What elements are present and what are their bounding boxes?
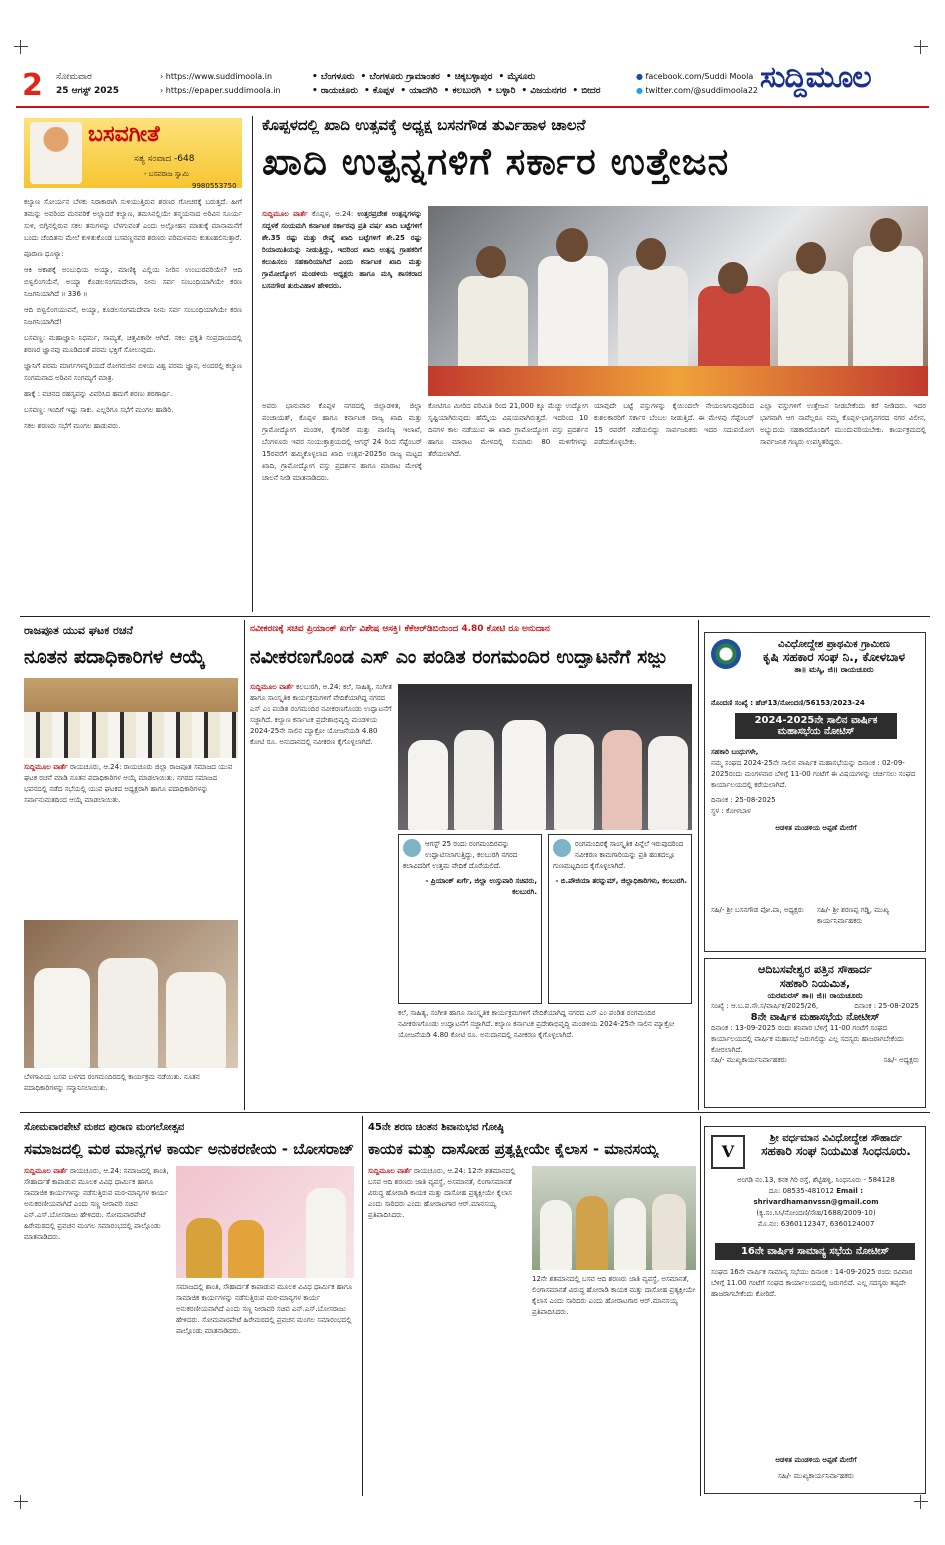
kayaka-photo	[532, 1166, 696, 1270]
ad3-title: ಶ್ರೀ ವರ್ಧಮಾನ ವಿವಿಧೋದ್ದೇಶ ಸೌಹಾರ್ದ ಸಹಕಾರಿ ಸಂಘ ನಿಯಮಿತ ಸಿಂಧನೂರು.	[761, 1133, 911, 1158]
theatre-kicker: ನವೀಕರಣಕ್ಕೆ ಸಚಿವ ಪ್ರಿಯಾಂಕ್ ಖರ್ಗೆ ವಿಶೇಷ ಆಸಕ್ತಿ। ಕೆಕೆಆರ್‌ಡಿಬಿಯಿಂದ 4.80 ಕೋಟಿ ರೂ ಅನುದಾನ	[250, 624, 550, 634]
ad2-title: ಆದಿಬಸವೇಶ್ವರ ಪತ್ತಿನ ಸೌಹಾರ್ದ ಸಹಕಾರಿ ನಿಯಮಿತ, ಯರಮರಸ್ ತಾ॥ ಜಿ॥ ರಾಯಚೂರು	[758, 963, 872, 1000]
ad1-sig-president: ಸಹಿ/- ಶ್ರೀ ಬಸನಗೌಡ ಪೋ.ಪಾ, ಅಧ್ಯಕ್ಷರು	[711, 906, 804, 914]
theatre-continued: ಕಲೆ, ಸಾಹಿತ್ಯ, ಸಂಗೀತ ಹಾಗೂ ಸಾಂಸ್ಕೃತಿಕ ಕಾರ್ಯಕ್ರಮಗಳಿಗೆ ವೇದಿಕೆಯಾಗಿದ್ದ ನಗರದ ಎಸ್ ಎಂ ಪಂಡಿತ ರಂಗಮಂದಿರ ನವೀಕರಣಗೊಂಡು ಉದ್ಘಾಟನೆಗೆ ಸಜ್ಜಾಗಿದೆ. ಕಲ್ಯಾಣ ಕರ್ನಾಟಕ ಪ್ರದೇಶಾಭಿವೃದ್ಧಿ ಮಂಡಳಿಯ 2024-25ನೇ ಸಾಲಿನ ಮ್ಯಾಕ್ರೋ ಯೋಜನೆಯಡಿ 4.80 ಕೋಟಿ ರೂ. ಅನುದಾನದಲ್ಲಿ ನವೀಕರಣ ಕೈಗೊಳ್ಳಲಾಗಿದೆ.	[398, 1009, 675, 1039]
column-banner	[24, 118, 242, 188]
crop-mark	[14, 40, 28, 54]
column-divider	[700, 1116, 701, 1496]
masthead-rule	[16, 106, 929, 108]
column-paragraph: ಪೂರಾಣ ಧೂಳ್ಯಾ:	[24, 250, 64, 258]
city-link[interactable]: • ಮೈಸೂರು	[498, 72, 536, 82]
rajput-kicker: ರಾಜಪೂತ ಯುವ ಘಟಕ ರಚನೆ	[24, 624, 133, 637]
column-paragraph: ಆಕಿ ಅಕಾಶಕ್ಕೆ ಅಂಬುಧಿಯ ಅಯ್ಯಾ, ಮಾಣಿಕ್ಯ ಎಲ್ಲಿಯ ನೀರಿನ ಉಂಬುರವರಿಯೇ? ಆದಿ ಬಿಳ್ವಲಿಂಗಯೆನೆ, ಅಯ್ಯಾ ಕೊಡಲಸಂಗಮದೇವಾ, ನೀನು ಸರ್ವ ಸಂಬಂಧಿಯಾಗಿಯೇ ಕರಣ ನಿಜಗನಿಯಾಗಿದೆ ॥ 336 ॥	[24, 266, 242, 298]
lead-kicker: ಕೊಪ್ಪಳದಲ್ಲಿ ಖಾದಿ ಉತ್ಸವಕ್ಕೆ ಅಧ್ಯಕ್ಷ ಬಸನಗೌಡ ತುರ್ವಿಹಾಳ ಚಾಲನೆ	[262, 116, 586, 134]
rajput-byline: ಸುದ್ದಿಮೂಲ ವಾರ್ತೆ	[24, 763, 68, 771]
lead-dateline: ಕೊಪ್ಪಳ, ಆ.24:	[311, 210, 354, 218]
rajput-headline: ನೂತನ ಪದಾಧಿಕಾರಿಗಳ ಆಯ್ಕೆ	[24, 646, 206, 668]
math-text	[24, 1166, 172, 1494]
ad3-sig: ಸಹಿ/- ಮುಖ್ಯಕಾರ್ಯನಿರ್ವಾಹಕರು	[778, 1472, 854, 1480]
lead-headline: ಖಾದಿ ಉತ್ಪನ್ನಗಳಿಗೆ ಸರ್ಕಾರ ಉತ್ತೇಜನ	[262, 140, 730, 183]
quote-icon	[553, 839, 571, 857]
society-logo-icon	[711, 639, 741, 669]
ad-kolabala-society	[704, 632, 926, 952]
ad1-title: ವಿವಿಧೋದ್ದೇಶ ಪ್ರಾಥಮಿಕ ಗ್ರಾಮೀಣ ಕೃಷಿ ಸಹಕಾರ ಸಂಘ ನಿ., ಕೋಳಬಾಳ ತಾ॥ ಮಸ್ಕಿ, ಜಿ॥ ರಾಯಚೂರು	[762, 639, 906, 674]
ad-vardhaman-society	[704, 1126, 926, 1494]
site-links	[160, 70, 281, 98]
math-dateline: ರಾಯಚೂರು, ಆ.24:	[70, 1167, 122, 1175]
city-link[interactable]: • ಚಿಕ್ಕಬಳ್ಳಾಪುರ	[445, 72, 493, 82]
column-paragraph: ಬಸವಣ್ಣ: ಮಹಾಜ್ಞಾನಿ ನಿಧರ್ಮ, ಸಾಮ್ಯತೆ, ಚಿತ್ತವಿಕಾರೀ ಆಗಿದೆ. ಸಕಲ ಪ್ರಕೃತಿ ಸಂಪ್ರದಾಯದಲ್ಲಿ ಶರಣರ ಜ್ಞಾನವು ಮೂಡಿದಂತೆ ಪರಮ ಭಕ್ತಿಗೆ ಸೋಲುವುದು.	[24, 334, 242, 354]
column-title: ಬಸವಗೀತೆ	[88, 122, 160, 147]
page-number: 2	[22, 68, 43, 103]
ad1-sig-ceo: ಸಹಿ/- ಶ್ರೀ ಶರಣಪ್ಪ ಗಡ್ಡಿ, ಮುಖ್ಯ ಕಾರ್ಯನಿರ್ವಾಹಕರು	[817, 906, 890, 925]
social-links	[636, 70, 758, 98]
kayaka-body: 12ನೇ ಶತಮಾನದಲ್ಲಿ ಬಸವ ಆದಿ ಶರಣರು ಜಾತಿ ವ್ಯವಸ್ಥೆ, ಅಸಮಾನತೆ, ಲಿಂಗಾಸಮಾನತೆ ವಿರುದ್ಧ ಹೋರಾಡಿ ಕಾಯಕ ಮತ್ತು ದಾಸೋಹ ಪ್ರತ್ಯಕ್ಷೀಯೇ ಕೈಲಾಸ ಎಂದು ಸಾರಿದರು ಎಂದು ಹೋರಾಟಗಾರ ಆರ್.ಮಾನಸಯ್ಯ ಪ್ರತಿಪಾದಿಸಿದರು.	[368, 1167, 516, 1219]
minister-quote-by: - ಪ್ರಿಯಾಂಕ್ ಖರ್ಗೆ, ಜಿಲ್ಲಾ ಉಸ್ತುವಾರಿ ಸಚಿವರು, ಕಲಬುರಗಿ.	[425, 877, 537, 896]
crop-mark	[914, 1495, 928, 1509]
lead-intro-text: ಉತ್ತರಪ್ರದೇಶ ಉತ್ಪನ್ನಗಳನ್ನು ಸದ್ಬಳಕೆ ಸಂಯಮಗಿ ಕರ್ನಾಟಕ ಸರ್ಕಾರವು ಪ್ರತಿ ವರ್ಷ ಖಾದಿ ಬಟ್ಟೆಗಳಿಗೆ ಶೇ.35 ರಷ್ಟು ಮತ್ತು ರೇಷ್ಮೆ ಖಾದಿ ಬಟ್ಟೆಗಳಿಗೆ ಶೇ.25 ರಷ್ಟು ರಿಯಾಯಿತಿಯನ್ನು ನೀಡುತ್ತಿದ್ದು, ಇದರಿಂದ ಖಾದಿ ಉತ್ಪನ್ನ ಗ್ರಾಹಕರಿಗೆ ಕಲುಹಿಸಲು ಸಹಕಾರಿಯಾಗಿದೆ ಎಂದು ಕರ್ನಾಟಕ ಖಾದಿ ಮತ್ತು ಗ್ರಾಮೋದ್ಯೋಗ ಮಂಡಳಿಯ ಅಧ್ಯಕ್ಷರು ಹಾಗೂ ಮಸ್ಕಿ ಶಾಸಕರಾದ ಬಸನಗೌಡ ತುರುವಿಹಾಳ ಹೇಳಿದರು.	[262, 210, 422, 290]
ad2-signatures: ಸಹಿ/- ಮುಖ್ಯಕಾರ್ಯನಿರ್ವಾಹಕರು ಸಹಿ/- ಅಧ್ಯಕ್ಷರು	[711, 1056, 919, 1064]
kayaka-dateline: ರಾಯಚೂರು, ಆ.24:	[414, 1167, 466, 1175]
basavageethe-column	[24, 118, 242, 608]
column-phone: 9980553750	[192, 182, 237, 190]
lead-col5: ಎಲ್ಲಾ ವಸ್ತುಗಳಿಗೆ ಉತ್ತೇಜನ ನೀಡಬೇಕೆಂದು ಕರೆ ನೀಡಿದರು. ಇದರ ಭಾಗವಾಗಿ ಆಗ ನಾವೆಲ್ಲರೂ ನಮ್ಮ ಕೊಪ್ಪಳ-ಭಾಗ್ಯನಗರದ ನಗರ ವಿಲೀನ, ಅಭ್ಯುದಯ ಸಹಕಾರದೊಂದಿಗೆ ಮುಂದುವರಿಯಬೇಕು. ಕಾರ್ಯಕ್ರಮದಲ್ಲಿ ಸಾರ್ವಜನಿಕ ಗಣ್ಯರು ಉಪಸ್ಥಿತರಿದ್ದರು.	[760, 402, 926, 446]
ad3-notice-title: 16ನೇ ವಾರ್ಷಿಕ ಸಾಮಾನ್ಯ ಸಭೆಯ ನೋಟೀಸ್	[715, 1243, 915, 1260]
ad2-body: ದಿನಾಂಕ : 13-09-2025 ರಂದು ಶನಿವಾರ ಬೆಳಿಗ್ಗೆ 11-00 ಗಂಟೆಗೆ ಸಂಘದ ಕಾರ್ಯಾಲಯದಲ್ಲಿ ವಾರ್ಷಿಕ ಮಹಾಸಭೆ ಜರುಗಲಿದ್ದು ಎಲ್ಲ ಸದಸ್ಯರು ಹಾಜರಾಗಬೇಕೆಂದು ಕೋರಲಾಗಿದೆ.	[711, 1024, 904, 1054]
theatre-text	[250, 682, 392, 1108]
facebook-icon: ●	[636, 72, 643, 81]
lead-col2: ಅವರು ಭಾನುವಾರ ಕೊಪ್ಪಳ ನಗರದಲ್ಲಿ ಜಿಲ್ಲಾಡಳಿತ, ಜಿಲ್ಲಾ ಪಂಚಾಯತ್, ಕೊಪ್ಪಳ ಹಾಗೂ ಕರ್ನಾಟಕ ರಾಜ್ಯ ಖಾದಿ ಮತ್ತು ಗ್ರಾಮೋದ್ಯೋಗ ಮಂಡಳಿ, ಕೈಗಾರಿಕೆ ಮತ್ತು ವಾಣಿಜ್ಯ ಇಲಾಖೆ, ಬೆಂಗಳೂರು ಇವರ ಸಂಯುಕ್ತಾಶ್ರಯದಲ್ಲಿ ಆಗಸ್ಟ್ 24 ರಿಂದ ಸೆಪ್ಟೆಂಬರ್ 15ರವರೆಗೆ ಹಮ್ಮಿಕೊಳ್ಳಲಾದ ಖಾದಿ ಉತ್ಸವ-2025ರ ರಾಜ್ಯ ಮಟ್ಟದ ಖಾದಿ, ಗ್ರಾಮೋದ್ಯೋಗ ವಸ್ತು ಪ್ರದರ್ಶನ ಹಾಗೂ ಮಾರಾಟ ಮೇಳಕ್ಕೆ ಚಾಲನೆ ನೀಡಿ ಮಾತನಾಡಿದರು.	[262, 402, 422, 482]
city-link[interactable]: • ಬೀದರ	[572, 86, 601, 96]
city-list	[312, 70, 607, 98]
ad-adibasaveshwara	[704, 958, 926, 1108]
theatre-photo	[398, 684, 692, 830]
math-kicker: ಸೋಮವಾರಪೇಟೆ ಮಠದ ಪುರಾಣ ಮಂಗಲೋತ್ಸವ	[24, 1122, 185, 1133]
ad3-body: ಸಂಘದ 16ನೇ ವಾರ್ಷಿಕ ಸಾಮಾನ್ಯ ಸಭೆಯು ದಿನಾಂಕ : 14-09-2025 ರಂದು ರವಿವಾರ ಬೆಳಿಗ್ಗೆ 11.00 ಗಂಟೆಗೆ ಸಂಘದ ಕಾರ್ಯಾಲಯದಲ್ಲಿ ಜರುಗಲಿದೆ. ಎಲ್ಲ ಸದಸ್ಯರು ತಪ್ಪದೇ ಹಾಜರಾಗಬೇಕೆಂದು ಕೋರಿದೆ.	[711, 1268, 913, 1298]
ad1-body: ಸಹಕಾರಿ ಬಂಧುಗಳೇ, ನಮ್ಮ ಸಂಘದ 2024-25ನೇ ಸಾಲಿನ ವಾರ್ಷಿಕ ಮಹಾಸಭೆಯನ್ನು ದಿನಾಂಕ : 02-09-2025ರಂದು ಮಂಗಳವಾರ ಬೆಳಿಗ್ಗೆ 11-00 ಗಂಟೆಗೆ ಈ ವಿಷಯಗಳನ್ನು ಚರ್ಚಿಸಲು ಸಂಘದ ಕಾರ್ಯಾಲಯದಲ್ಲಿ ಕರೆಯಲಾಗಿದೆ. ದಿನಾಂಕ : 25-08-2025 ಸ್ಥಳ : ಕೋಳಬಾಳ ಆಡಳಿತ ಮಂಡಳಿಯ ಅಪ್ಪಣೆ ಮೇರೆಗೆ	[711, 748, 916, 832]
math-body: ಸಮಾಜದಲ್ಲಿ ಶಾಂತಿ, ಸೌಹಾರ್ದತೆ ಕಾಪಾಡುವ ಮೂಲಕ ವಿವಿಧ ಧಾರ್ಮಿಕ ಹಾಗೂ ಸಾಮಾಜಿಕ ಕಾರ್ಯಗಳನ್ನು ನಡೆಸುತ್ತಿರುವ ಮಠ-ಮಾನ್ಯಗಳ ಕಾರ್ಯ ಅನುಕರಣೀಯವಾಗಿದೆ ಎಂದು ಸಣ್ಣ ನೀರಾವರಿ ಸಚಿವ ಎನ್.ಎಸ್.ಬೋಸರಾಜು ಹೇಳಿದರು. ಸೋಮವಾರಪೇಟೆ ಹಿರೇಮಠದಲ್ಲಿ ಪ್ರವಚನ ಮಂಗಲ ಸಮಾರಂಭದಲ್ಲಿ ಪಾಲ್ಗೊಂಡು ಮಾತನಾಡಿದರು.	[24, 1167, 169, 1241]
column-divider	[252, 116, 253, 612]
city-link[interactable]: • ಕೊಪ್ಪಳ	[363, 86, 395, 96]
collector-quote	[548, 834, 692, 1004]
minister-quote-text: ಆಗಸ್ಟ್ 25 ರಂದು ರಂಗಮಂದಿರವನ್ನು ಉದ್ಘಾಟಿಸಲಾಗುತ್ತಿದ್ದು, ಕಲಬುರಗಿ ನಗರದ ಕಲಾವಿದರಿಗೆ ಉತ್ತಮ ವೇದಿಕೆ ದೊರೆಯಲಿದೆ.	[403, 840, 518, 870]
kayaka-byline: ಸುದ್ದಿಮೂಲ ವಾರ್ತೆ	[368, 1167, 412, 1175]
math-photo	[176, 1166, 354, 1278]
lead-photo	[428, 206, 928, 396]
lead-col3: ಕೋಟಿಗೂ ಮೀರಿದ ಪರಿಮಿತಿ ರಿಂದ 21,000 ಕ್ಕೂ ಮೆಚ್ಚು ಉದ್ಯೋಗ ಸೃಷ್ಟಿಯಾಗಿರುವುದು ಹೆಮ್ಮೆಯ ವಿಷಯವಾಗಿರುತ್ತದೆ. ಇದರಿಂದ 10 ದಿನಗಳ ಕಾಲ ನಡೆಯುವ ಈ ಖಾದಿ ಗ್ರಾಮೋದ್ಯೋಗ ವಸ್ತು ಪ್ರದರ್ಶನ ಹಾಗೂ ಮಾರಾಟ ಮೇಳದಲ್ಲಿ ಸುಮಾರು 80 ಮಳಿಗೆಗಳನ್ನು ತೆರೆಯಲಾಗಿದೆ.	[428, 402, 588, 458]
theatre-headline: ನವೀಕರಣಗೊಂಡ ಎಸ್ ಎಂ ಪಂಡಿತ ರಂಗಮಂದಿರ ಉದ್ಘಾಟನೆಗೆ ಸಜ್ಜು	[250, 646, 668, 668]
city-link[interactable]: • ಕಲಬುರಗಿ	[443, 86, 481, 96]
ad1-reg: ನೊಂದಣಿ ಸಂಖ್ಯೆ : ಹೆಚ್‌13/ನೋಂದಣಿ/56153/2023-24	[711, 699, 865, 707]
epaper-link[interactable]: https://epaper.suddimoola.in	[165, 86, 281, 95]
site-link[interactable]: https://www.suddimoola.in	[165, 72, 273, 81]
globe-icon: ›	[160, 86, 164, 95]
ad3-order: ಆಡಳಿತ ಮಂಡಳಿಯ ಅಪ್ಪಣೆ ಮೇರೆಗೆ	[775, 1456, 857, 1464]
column-divider	[698, 620, 699, 1110]
date-label: 25 ಆಗಸ್ಟ್ 2025	[56, 86, 119, 96]
saint-figure-icon	[30, 122, 82, 184]
quote-icon	[403, 839, 421, 857]
twitter-icon: ●	[636, 86, 643, 95]
kayaka-headline: ಕಾಯಕ ಮತ್ತು ದಾಸೋಹ ಪ್ರತ್ಯಕ್ಷೀಯೇ ಕೈಲಾಸ - ಮಾನಸಯ್ಯ	[368, 1140, 659, 1158]
city-link[interactable]: • ಬೆಂಗಳೂರು ಗ್ರಾಮಾಂತರ	[360, 72, 440, 82]
column-paragraph: ಸಕಲ ಶರಣರು ಸಭೆಗೆ ಮಂಗಲ ಹಾಡುವರು.	[24, 422, 121, 430]
city-link[interactable]: • ಬೆಂಗಳೂರು	[312, 72, 355, 82]
rajput-group-photo	[24, 678, 238, 758]
ad1-notice-title: 2024-2025ನೇ ಸಾಲಿನ ವಾರ್ಷಿಕ ಮಹಾಸಭೆಯ ನೋಟಿಸ್	[735, 713, 897, 739]
rajput-text	[24, 762, 238, 916]
math-byline: ಸುದ್ದಿಮೂಲ ವಾರ್ತೆ	[24, 1167, 68, 1175]
minister-quote	[398, 834, 542, 1004]
rajput-dateline: ರಾಯಚೂರು, ಆ.24:	[70, 763, 122, 771]
section-divider	[20, 616, 930, 617]
column-paragraph: ಕಲ್ಯಾಣ ಸೋರ್ಯನ ಬೆಳಕು ನಿರಾಕಾರಾಗಿ ಸುಳಿಯುತ್ತಿರುವ ಶರಣರ ಗೋಚರಕ್ಕೆ ಬರುತ್ತದೆ. ಹೀಗೆ ತಮನ್ನು ಅವರಿಂದ ಮನವರಿಕೆ ಅಲ್ಲಾದರೆ ಕಲ್ಯಾಣ, ತಮಸಿನಲ್ಲಿಯೇ ತನ್ಮಯನಾದ ಅರಿವಿನ ಸೂರ್ಯ ಸುಳಿ, ಬಿಗ್ಗಿನಲ್ಲಿರುವ ಸಕಲ ತನುಗಳನ್ನು ಬೆಳಗುವಂತೆ ಎಂದು ಅಲ್ಲೋಹನ ಮಾತುಕ್ಕೆ ಮಾನಾಮನೆಗೆ ಬಂದು ಚೆಂದಿತನು ಮೇಲೆ ಕುಳಿತುಕೊಂಡ ಬಸವಣ್ಣನವರ ಶರಣರು ಪರಿಮಳವನು ಕುತೂಹಲಿಸುತ್ತಾರೆ.	[24, 198, 242, 242]
twitter-link[interactable]: twitter.com/@suddimoola22	[645, 86, 759, 95]
kayaka-continued: 12ನೇ ಶತಮಾನದಲ್ಲಿ ಬಸವ ಆದಿ ಶರಣರು ಜಾತಿ ವ್ಯವಸ್ಥೆ, ಅಸಮಾನತೆ, ಲಿಂಗಾಸಮಾನತೆ ವಿರುದ್ಧ ಹೋರಾಡಿ ಕಾಯಕ ಮತ್ತು ದಾಸೋಹ ಪ್ರತ್ಯಕ್ಷೀಯೇ ಕೈಲಾಸ ಎಂದು ಸಾರಿದರು ಎಂದು ಹೋರಾಟಗಾರ ಆರ್.ಮಾನಸಯ್ಯ ಪ್ರತಿಪಾದಿಸಿದರು.	[532, 1275, 696, 1316]
rajput-caption: ಬೆಳಗಾವಿಯ ಬಸವ ಬಳಗದ ರಂಗಮಂದಿರದಲ್ಲಿ ಕಾರ್ಯಕ್ರಮ ನಡೆಯಿತು. ನೂತನ ಪದಾಧಿಕಾರಿಗಳನ್ನು ಸನ್ಮಾನಿಸಲಾಯಿತು.	[24, 1073, 200, 1092]
column-divider	[244, 620, 245, 1110]
kayaka-kicker: 45ನೇ ಶರಣ ಚಿಂತನ ಶಿವಾನುಭವ ಗೋಷ್ಠಿ	[368, 1122, 504, 1133]
facebook-link[interactable]: facebook.com/Suddi Moola	[645, 72, 754, 81]
column-divider	[362, 1116, 363, 1496]
rajput-event-photo	[24, 920, 238, 1068]
date-block	[56, 70, 119, 98]
lead-intro	[262, 208, 422, 398]
column-paragraph: ಹಾಕ್ಕೆ : ವಚನದ ರಹಸ್ಯವನ್ನು ವಿವರಿಸಿದ ಹಮಗೆ ಶರಣು ಶರಣಾರ್ಥಿ.	[24, 390, 173, 398]
city-link[interactable]: • ಬಳ್ಳಾರಿ	[487, 86, 516, 96]
crop-mark	[14, 1495, 28, 1509]
column-subtitle: ಸತ್ಯ ಸಂವಾದ -648	[134, 154, 195, 164]
crop-mark	[914, 40, 928, 54]
city-link[interactable]: • ವಿಜಯನಗರ	[521, 86, 567, 96]
section-divider	[20, 1112, 930, 1113]
ad2-notice-title: 8ನೇ ವಾರ್ಷಿಕ ಮಹಾಸಭೆಯ ನೋಟೀಸ್	[750, 1012, 880, 1023]
math-headline: ಸಮಾಜದಲ್ಲಿ ಮಠ ಮಾನ್ಯಗಳ ಕಾರ್ಯ ಅನುಕರಣೀಯ - ಬೋಸರಾಜ್	[24, 1140, 354, 1158]
theatre-body: ಕಲೆ, ಸಾಹಿತ್ಯ, ಸಂಗೀತ ಹಾಗೂ ಸಾಂಸ್ಕೃತಿಕ ಕಾರ್ಯಕ್ರಮಗಳಿಗೆ ವೇದಿಕೆಯಾಗಿದ್ದ ನಗರದ ಎಸ್ ಎಂ ಪಂಡಿತ ರಂಗಮಂದಿರ ನವೀಕರಣಗೊಂಡು ಉದ್ಘಾಟನೆಗೆ ಸಜ್ಜಾಗಿದೆ. ಕಲ್ಯಾಣ ಕರ್ನಾಟಕ ಪ್ರದೇಶಾಭಿವೃದ್ಧಿ ಮಂಡಳಿಯ 2024-25ನೇ ಸಾಲಿನ ಮ್ಯಾಕ್ರೋ ಯೋಜನೆಯಡಿ 4.80 ಕೋಟಿ ರೂ. ಅನುದಾನದಲ್ಲಿ ನವೀಕರಣ ಕೈಗೊಳ್ಳಲಾಗಿದೆ.	[250, 683, 392, 746]
rajput-body: ರಾಯಚೂರು ಜಿಲ್ಲಾ ರಾಜಪೂತ ಸಮಾಜದ ಯುವ ಘಟಕ ರಚನೆ ಮಾಡಿ ನೂತನ ಪದಾಧಿಕಾರಿಗಳ ಆಯ್ಕೆ ಮಾಡಲಾಯಿತು. ನಗರದ ಸಮಾಜದ ಭವನದಲ್ಲಿ ನಡೆದ ಸಭೆಯಲ್ಲಿ ಯುವ ಘಟಕದ ಅಧ್ಯಕ್ಷರಾಗಿ ಹಾಗೂ ಪದಾಧಿಕಾರಿಗಳನ್ನು ಸರ್ವಾನುಮತದಿಂದ ಆಯ್ಕೆ ಮಾಡಲಾಯಿತು.	[24, 763, 233, 804]
math-continued: ಸಮಾಜದಲ್ಲಿ ಶಾಂತಿ, ಸೌಹಾರ್ದತೆ ಕಾಪಾಡುವ ಮೂಲಕ ವಿವಿಧ ಧಾರ್ಮಿಕ ಹಾಗೂ ಸಾಮಾಜಿಕ ಕಾರ್ಯಗಳನ್ನು ನಡೆಸುತ್ತಿರುವ ಮಠ-ಮಾನ್ಯಗಳ ಕಾರ್ಯ ಅನುಕರಣೀಯವಾಗಿದೆ ಎಂದು ಸಣ್ಣ ನೀರಾವರಿ ಸಚಿವ ಎನ್.ಎಸ್.ಬೋಸರಾಜು ಹೇಳಿದರು. ಸೋಮವಾರಪೇಟೆ ಹಿರೇಮಠದಲ್ಲಿ ಪ್ರವಚನ ಮಂಗಲ ಸಮಾರಂಭದಲ್ಲಿ ಪಾಲ್ಗೊಂಡು ಮಾತನಾಡಿದರು.	[176, 1283, 353, 1335]
column-paragraph: ಆದಿ ಬಿಳ್ವಲಿಂಗಯುವನೆ, ಅಯ್ಯಾ, ಕೂಡಲಸಂಗಮದೇವಾ ನೀನು ಸರ್ವ ಸಂಬಂಧಿಯಾಗಿಯೇ ಕರಣ ನಿಜಗನಿಯಾಗಿದೆ!	[24, 306, 242, 326]
column-paragraph: ಬಸವಣ್ಣ: ಇಂದಿಗೆ ಇಷ್ಟು ಸಾಕು. ಎಲ್ಲರಿಗೂ ಸಭೆಗೆ ಮಂಗಲ ಹಾಡಿರಿ.	[24, 406, 174, 414]
lead-byline: ಸುದ್ದಿಮೂಲ ವಾರ್ತೆ	[262, 210, 308, 218]
globe-icon: ›	[160, 72, 164, 81]
newspaper-logo: ಸುದ್ದಿಮೂಲ	[760, 60, 922, 104]
theatre-byline: ಸುದ್ದಿಮೂಲ ವಾರ್ತೆ	[250, 683, 294, 691]
column-author: - ಬಸವರಾಜ ಸ್ವಾಮಿ	[144, 170, 189, 178]
society-logo-icon: V	[711, 1135, 745, 1169]
collector-quote-by: - ಬಿ.ಪೌಜಿಯಾ ತರನ್ನುಮ್, ಜಿಲ್ಲಾಧಿಕಾರಿಗಳು, ಕಲಬುರಗಿ.	[555, 877, 687, 885]
kayaka-text	[368, 1166, 528, 1494]
day-label: ಸೋಮವಾರ	[56, 72, 92, 82]
collector-quote-text: ರಂಗಮಂದಿರಕ್ಕೆ ಸಾಂಸ್ಕೃತಿಕ ಪಿನ್ನೆಲೆ ಇರುವುದರಿಂದ ನವೀಕರಣ ಕಾಮಗಾರಿಯನ್ನು ಪ್ರತಿ ಹಂತದಲ್ಲೂ ಗುಣಮಟ್ಟದಿಂದ ಕೈಗೊಳ್ಳಲಾಗಿದೆ.	[553, 840, 684, 870]
city-link[interactable]: • ಯಾದಗಿರಿ	[400, 86, 438, 96]
ad3-contact: ಅಂಗಡಿ ನಂ.13, ಕನಕ ಗಿರಿ ರಸ್ತೆ, ಶೆಟ್ಟಿಹಳ್ಳಿ, ಸಿಂಧನೂರು - 584128 ದೂ: 08535-481012 Email : shrivardhamanvssn@gmail.com (ಕ್ಯ.ಸಂ.ಸಿಸಿ/ನೋಂದಣಿ/ಸೌಹ/1688/2009-10) ಮೊ.ನಂ: 6360112347, 6360124007	[737, 1176, 895, 1228]
lead-col4: ಯಾವುದೇ ಬಟ್ಟೆ ವಸ್ತುಗಳನ್ನು ಕೈಯಿಂದಲೇ ನೇಯಲಾಗುವುದರಿಂದ ಕುಶಲಕಾರರಿಗೆ ಸರ್ಕಾರ ಬೆಂಬಲ ನೀಡುತ್ತಿದೆ. ಈ ಮೇಳವು ಸೆಪ್ಟೆಂಬರ್ 15 ರವರೆಗೆ ನಡೆಯಲಿದ್ದು ಸಾರ್ವಜನಿಕರು ಇದರ ಸದುಪಯೋಗ ಪಡೆದುಕೊಳ್ಳಬೇಕು.	[594, 402, 754, 446]
theatre-dateline: ಕಲಬುರಗಿ, ಆ.24:	[296, 683, 341, 691]
city-link[interactable]: • ರಾಯಚೂರು	[312, 86, 358, 96]
ad2-reg-row: ಸಂಖ್ಯೆ : ಆ.ಬ.ಪ.ಸೌ.ಸ/ವಾರ್ಷಿಕ/2025/26, ದಿನಾಂಕ : 25-08-2025	[711, 1002, 919, 1010]
column-body	[24, 196, 242, 436]
column-paragraph: ಜ್ಞಾನಿಗೆ ಪರಮ ಮಾರ್ಗಗಳನ್ನರಿಯದೆ ರೋಗರುಜಿನ ಬಿಳಿಯ ವಿಶ್ವ ಪರಮ ಜ್ಞಾನ, ಅಂದರಲ್ಲಿ ಕಲ್ಯಾಣ ಸಂಗಮವಾದ ಅರಿವಿನ ಸಂಗಮ್ಯಗೆ ಮಾತ್ರ.	[24, 362, 242, 382]
